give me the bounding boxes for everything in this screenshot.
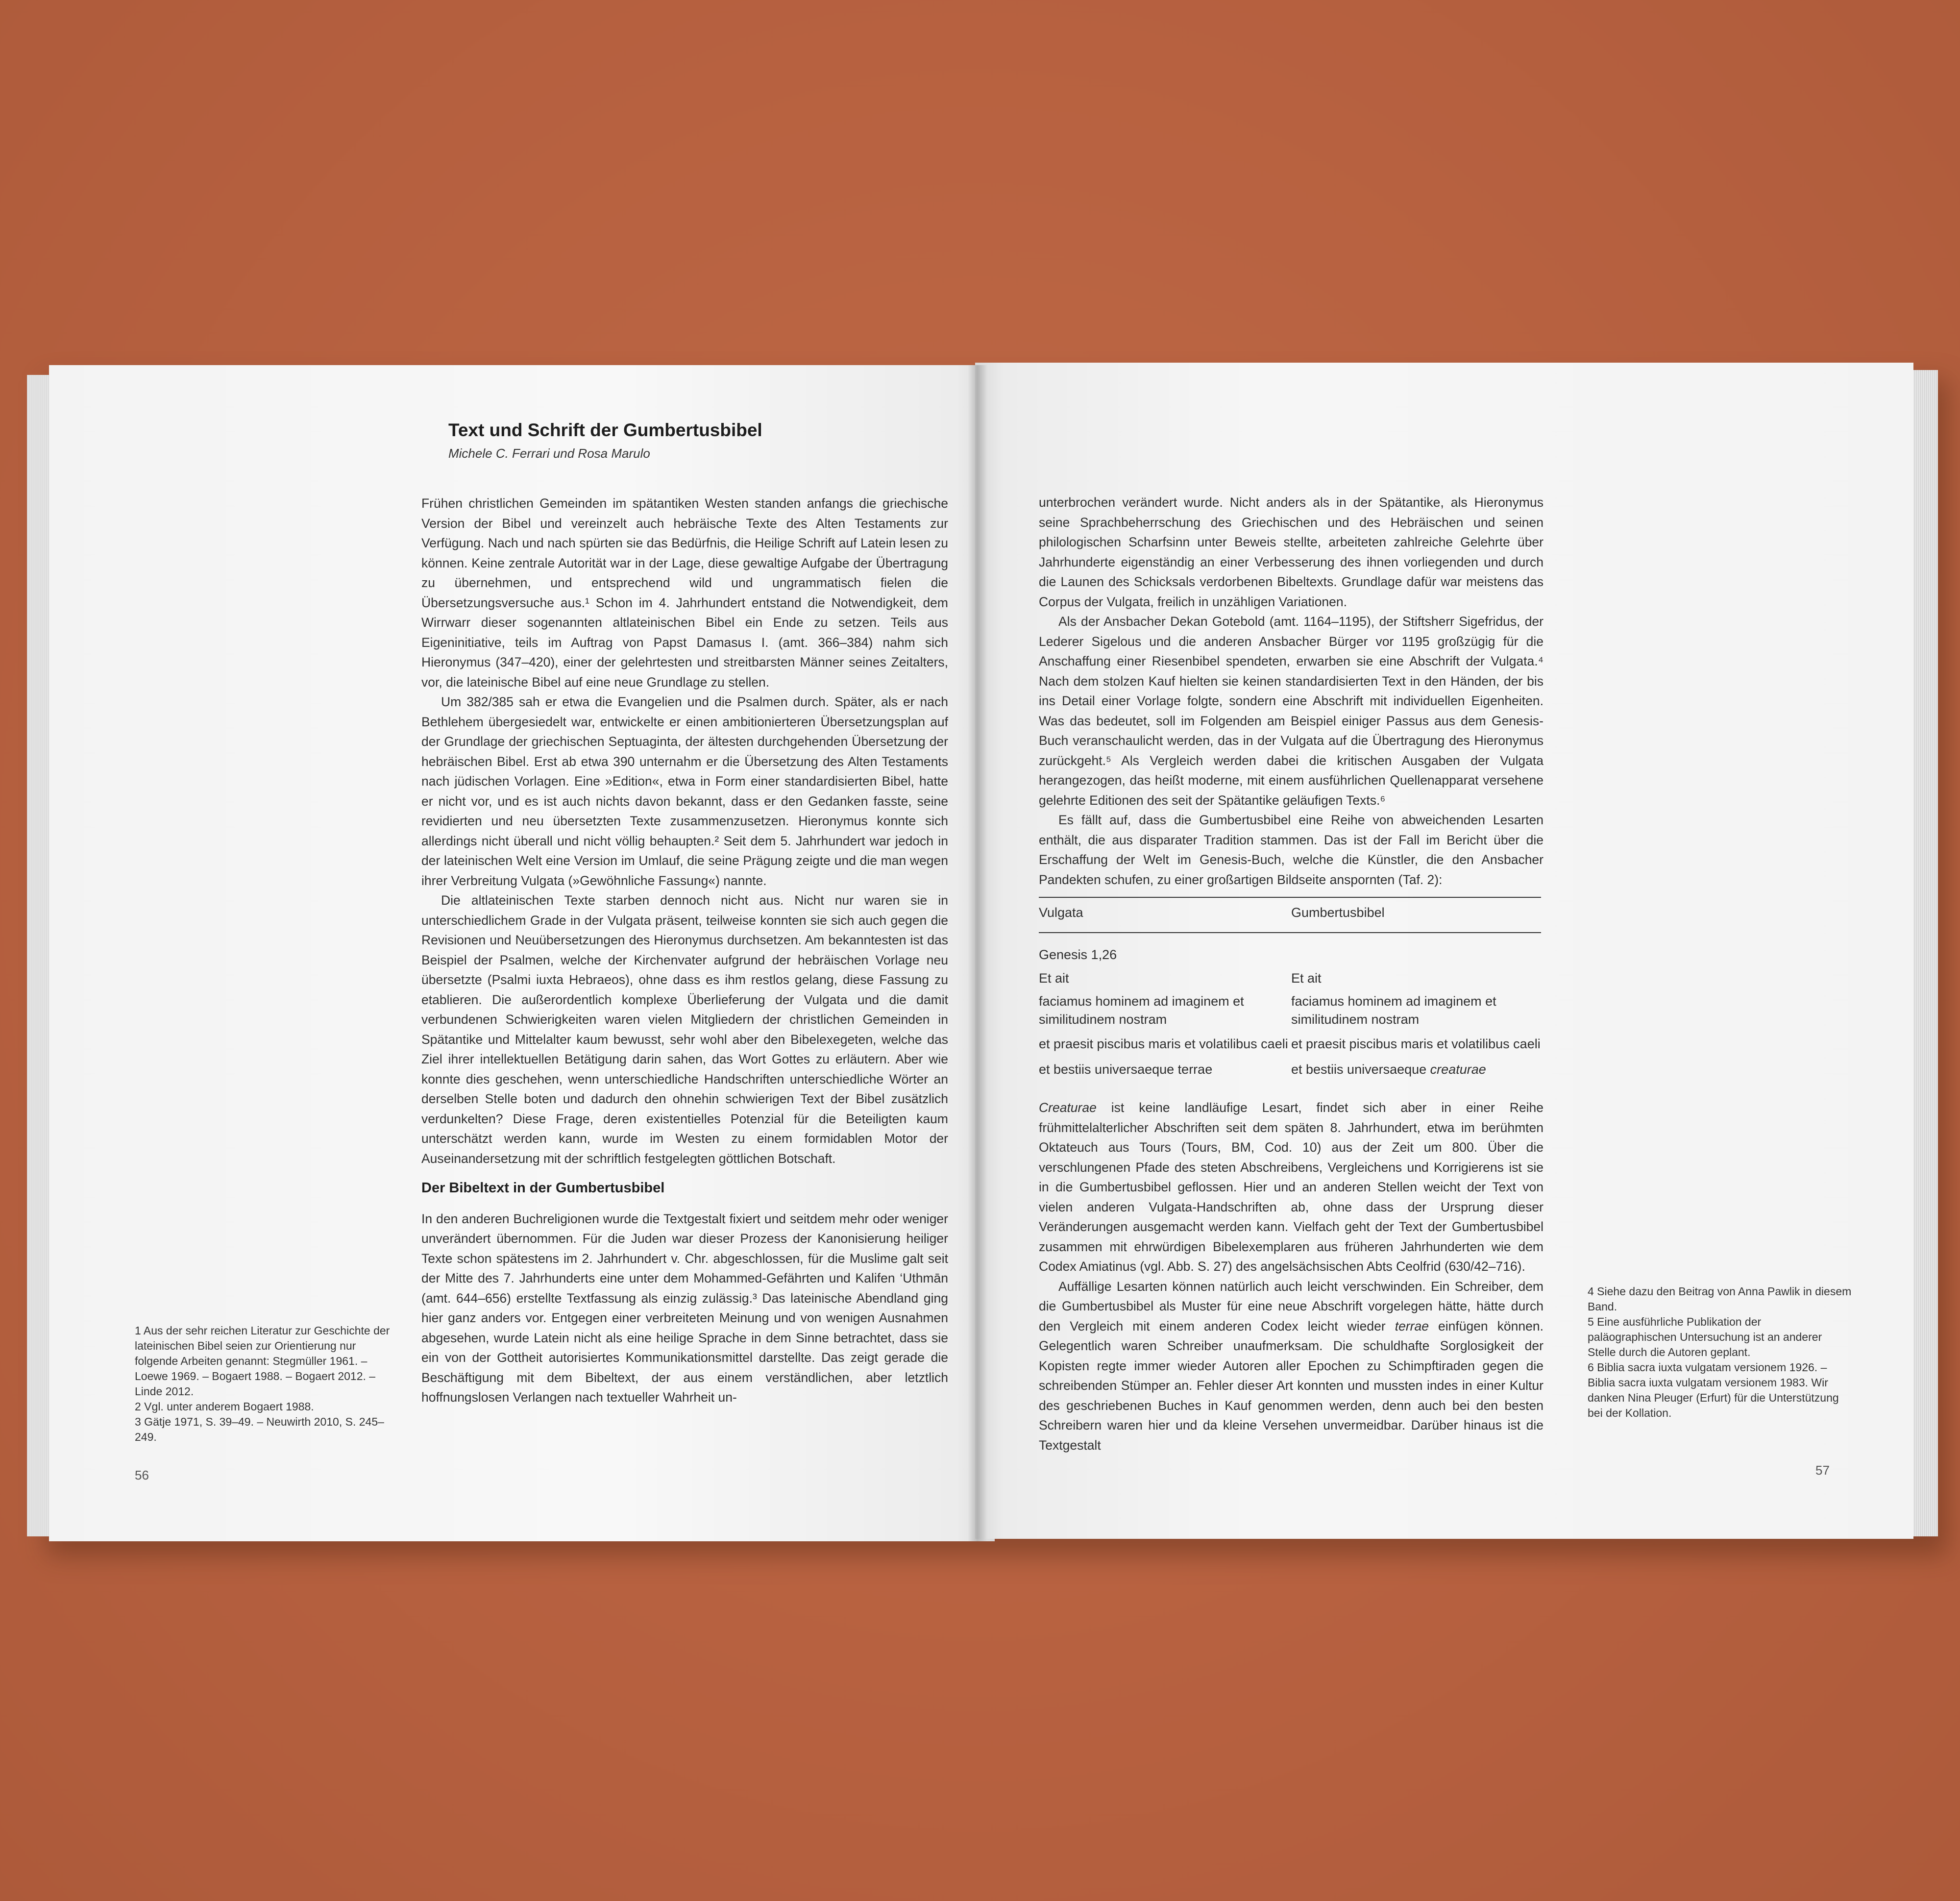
table-header-vulgata: Vulgata xyxy=(1039,905,1083,920)
right-body-column-bottom xyxy=(1039,1098,1544,1455)
table-header-rule xyxy=(1039,932,1541,933)
right-paragraph-2: Als der Ansbacher Dekan Gotebold (amt. 1164–1195), der Stiftsherr Sigefridus, der Lederer Sigelous und die anderen Ansbacher Bürger vor 1195 großzügig für die Anschaffung einer Riesenbibel spendeten, erwarben sie eine Abschrift der Vulgata.⁴ Nach dem stolzen Kauf hielten sie keinen standardisierten Text in den Händen, der bis ins Detail einer Vorlage folgte, sondern eine Abschrift mit individuellen Eigenheiten. Was das bedeutet, soll im Folgenden am Beispiel einiger Passus aus dem Genesis-Buch veranschaulicht werden, das in der Vulgata auf die Übertragung des Hieronymus zurückgeht.⁵ Als Vergleich werden dabei die kritischen Ausgaben der Vulgata herangezogen, das heißt moderne, mit einem ausführlichen Quellenapparat versehene gelehrte Editionen des seit der Spätantike geläufigen Texts.⁶ xyxy=(1039,614,1544,808)
right-paragraph-4 xyxy=(1039,1098,1544,1277)
right-paragraph-1: unterbrochen verändert wurde. Nicht anders als in der Spätantike, als Hieronymus seine Sprachbeherrschung des Griechischen und des Hebräischen und seinen philologischen Scharfsinn unter Beweis stellte, arbeiteten zahlreiche Gelehrte über Jahrhunderte eigenständig an einer Verbesserung des ihnen vorliegenden und durch die Launen des Schicksals verdorbenen Bibeltexts. Grundlage dafür war meistens das Corpus der Vulgata, freilich in unzähligen Variationen. xyxy=(1039,495,1544,609)
right-paragraph-5 xyxy=(1039,1277,1544,1456)
right-page-edges xyxy=(1911,370,1938,1536)
footnote-6: 6 Biblia sacra iuxta vulgatam versionem 1926. – Biblia sacra iuxta vulgatam versionem 1983. Wir danken Nina Pleuger (Erfurt) für die Unterstützung bei der Kollation. xyxy=(1588,1361,1839,1419)
comparison-table xyxy=(1039,897,1544,1093)
footnote-2: 2 Vgl. unter anderem Bogaert 1988. xyxy=(135,1400,314,1413)
article-authors: Michele C. Ferrari und Rosa Marulo xyxy=(448,446,650,461)
left-paragraph-2: Um 382/385 sah er etwa die Evangelien und die Psalmen durch. Später, als er nach Bethlehem übergesiedelt war, entwickelte er einen ambitionierteren Übersetzungsplan auf der Grundlage der griechischen Septuaginta, der ältesten durchgehenden Übersetzung der hebräischen Bibel. Erst ab etwa 390 unternahm er die Übersetzung des Alten Testaments nach jüdischen Vorlagen. Eine »Edition«, etwa in Form einer standardisierten Bibel, hatte er nicht vor, und es ist auch nichts davon bekannt, dass er den Gedanken fasste, seine revidierten und neu übersetzten Texte zusammenzusetzen. Hieronymus konnte sich allerdings nicht überall und nicht völlig behaupten.² Seit dem 5. Jahrhundert war jedoch in der lateinischen Welt eine Version im Umlauf, die seine Prägung zeigte und die man wegen ihrer Verbreitung Vulgata (»Gewöhnliche Fassung«) nannte. xyxy=(421,694,948,888)
table-cell: et bestiis universaeque terrae xyxy=(1039,1062,1213,1077)
table-reference: Genesis 1,26 xyxy=(1039,947,1117,962)
right-paragraph-5-b: einfügen können. Gelegentlich waren Schreiber unaufmerksam. Die schuldhafte Sorglosigkeit der Kopisten regte immer wieder Autoren aller Epochen zu Schimpftiraden gegen die schreibenden Stümper an. Fehler dieser Art konnten und mussten indes in einer Kultur des geschriebenen Buches in Kauf genommen werden, denn auch bei den besten Schreibern waren hier und da kleine Versehen unvermeidbar. Darüber hinaus ist die Textgestalt xyxy=(1039,1318,1544,1453)
right-body-column-top xyxy=(1039,493,1544,889)
table-cell: et praesit piscibus maris et volatilibus caeli xyxy=(1291,1037,1541,1051)
table-cell: Et ait xyxy=(1039,971,1069,986)
article-title: Text und Schrift der Gumbertusbibel xyxy=(448,420,762,440)
table-top-rule xyxy=(1039,897,1541,898)
left-footnotes xyxy=(135,1323,399,1445)
right-paragraph-5-a: Auffällige Lesarten können natürlich auch leicht verschwinden. Ein Schreiber, dem die Gumbertusbibel als Muster für eine neue Abschrift vorgelegen hätte, hätte durch den Vergleich mit einem anderen Codex leicht wieder xyxy=(1039,1279,1544,1333)
table-cell: et praesit piscibus maris et volatilibus caeli xyxy=(1039,1037,1288,1051)
left-paragraph-3: Die altlateinischen Texte starben dennoch nicht aus. Nicht nur waren sie in unterschiedlichem Grade in der Vulgata präsent, teilweise konnten sie sich auch gegen die Revisionen und Neuübersetzungen des Hieronymus durchsetzen. Am bekanntesten ist das Beispiel der Psalmen, welche der Kirchenvater aufgrund der hebräischen Vorlage neu übersetzte (Psalmi iuxta Hebraeos), ohne dass es ihm restlos gelang, diese Fassung zu etablieren. Die außerordentlich komplexe Überlieferung der Vulgata und die damit verbundenen Schwierigkeiten waren vielen Mitgliedern der christlichen Gemeinden in Spätantike und Mittelalter kaum bewusst, sehr wohl aber den Bibelexegeten, welche das Ziel ihrer intellektuellen Betätigung darin sahen, das Wort Gottes zu erläutern. Aber wie konnte dies geschehen, wenn unterschiedliche Handschriften unterschiedliche Wörter an derselben Stelle boten und dadurch den ohnehin schwierigen Text der Bibel zusätzlich verdunkelten? Diese Frage, deren existentielles Potenzial für die Beteiligten kaum unterschätzt werden kann, wurde im Westen zu einem formidablen Motor der Auseinandersetzung mit der schriftlich festgelegten göttlichen Botschaft. xyxy=(421,893,948,1166)
left-body-column xyxy=(421,494,948,1407)
left-paragraph-4: In den anderen Buchreligionen wurde die Textgestalt fixiert und seitdem mehr oder weniger unverändert übernommen. Für die Juden war dieser Prozess der Kanonisierung heiliger Texte schon spätestens im 2. Jahrhundert v. Chr. abgeschlossen, für die Muslime galt seit der Mitte des 7. Jahrhunderts eine unter dem Mohammed-Gefährten und Kalifen ‘Uthmān (amt. 644–656) erstellte Textfassung als einzig zulässig.³ Das lateinische Abendland ging hier ganz anders vor. Entgegen einer verbreiteten Meinung und von wenigen Ausnahmen abgesehen, wurde Latein nicht als eine heilige Sprache in dem Sinne betrachtet, dass sie ein von der Gottheit autorisiertes Kommunikationsmittel darstellte. Das zeigt gerade die Beschäftigung mit dem Bibeltext, der aus einem verständlichen, aber letztlich hoffnungslosen Verlangen nach textueller Wahrheit un- xyxy=(421,1211,948,1405)
right-page xyxy=(975,363,1913,1539)
right-footnotes xyxy=(1588,1284,1852,1421)
left-paragraph-1: Frühen christlichen Gemeinden im spätantiken Westen standen anfangs die griechische Version der Bibel und vereinzelt auch hebräische Texte des Alten Testaments zur Verfügung. Nach und nach spürten sie das Bedürfnis, die Heilige Schrift auf Latein lesen zu können. Keine zentrale Autorität war in der Lage, diese gewaltige Aufgabe der Übertragung zu übernehmen, und entsprechend wild und ungrammatisch fielen die Übersetzungsversuche aus.¹ Schon im 4. Jahrhundert entstand die Notwendigkeit, dem Wirrwarr dieser sogenannten altlateinischen Bibel ein Ende zu setzen. Teils aus Eigeninitiative, teils im Auftrag von Papst Damasus I. (amt. 366–384) nahm sich Hieronymus (347–420), einer der gelehrtesten und streitbarsten Männer seines Zeitalters, vor, die lateinische Bibel auf eine neue Grundlage zu stellen. xyxy=(421,496,948,690)
footnote-1: 1 Aus der sehr reichen Literatur zur Geschichte der lateinischen Bibel seien zur Orientierung nur folgende Arbeiten genannt: Stegmüller 1961. – Loewe 1969. – Bogaert 1988. – Bogaert 2012. – Linde 2012. xyxy=(135,1324,390,1398)
table-cell-text: et bestiis universaeque xyxy=(1291,1062,1430,1077)
table-cell xyxy=(1291,1061,1541,1079)
terrae-word: terrae xyxy=(1395,1318,1429,1333)
footnote-3: 3 Gätje 1971, S. 39–49. – Neuwirth 2010, S. 245–249. xyxy=(135,1415,384,1443)
right-paragraph-3: Es fällt auf, dass die Gumbertusbibel eine Reihe von abweichenden Lesarten enthält, die aus disparater Tradition stammen. Das ist der Fall im Bericht über die Erschaffung der Welt im Genesis-Buch, welche die Künstler, die den Ansbacher Pandekten schufen, zu einer großartigen Bildseite anspornten (Taf. 2): xyxy=(1039,813,1544,887)
table-cell: faciamus hominem ad imaginem et similitudinem nostram xyxy=(1039,994,1244,1027)
table-header-gumbertusbibel: Gumbertusbibel xyxy=(1291,905,1385,920)
footnote-5: 5 Eine ausführliche Publikation der paläographischen Untersuchung ist an anderer Stelle durch die Autoren geplant. xyxy=(1588,1315,1822,1358)
right-paragraph-4-text: ist keine landläufige Lesart, findet sich aber in einer Reihe frühmittelalterlicher Abschriften seit dem späten 8. Jahrhundert, etwa im berühmten Oktateuch aus Tours (Tours, BM, Cod. 10) aus der Zeit um 800. Über die verschlungenen Pfade des steten Abschreibens, Vergleichens und Korrigierens ist sie in die Gumbertusbibel geflossen. Hier und an anderen Stellen weicht der Text von vielen anderen Vulgata-Handschriften ab, ohne dass der Ursprung dieser Veränderungen ausgemacht werden kann. Vielfach geht der Text der Gumbertusbibel zusammen mit ehrwürdigen Bibelexemplaren aus früheren Jahrhunderten wie dem Codex Amiatinus (vgl. Abb. S. 27) des angelsächsischen Abts Ceolfrid (630/42–716). xyxy=(1039,1100,1544,1274)
page-number-right: 57 xyxy=(1815,1463,1830,1478)
book-gutter xyxy=(968,365,987,1541)
creaturae-word: Creaturae xyxy=(1039,1100,1097,1115)
footnote-4: 4 Siehe dazu den Beitrag von Anna Pawlik in diesem Band. xyxy=(1588,1285,1852,1313)
section-subheading: Der Bibeltext in der Gumbertusbibel xyxy=(421,1180,665,1196)
left-page xyxy=(49,365,995,1541)
left-page-edges xyxy=(27,375,51,1536)
table-cell-italic: creaturae xyxy=(1430,1062,1486,1077)
page-number-left: 56 xyxy=(135,1468,149,1482)
table-cell: Et ait xyxy=(1291,971,1322,986)
open-book xyxy=(27,365,1938,1544)
table-cell: faciamus hominem ad imaginem et similitudinem nostram xyxy=(1291,994,1496,1027)
